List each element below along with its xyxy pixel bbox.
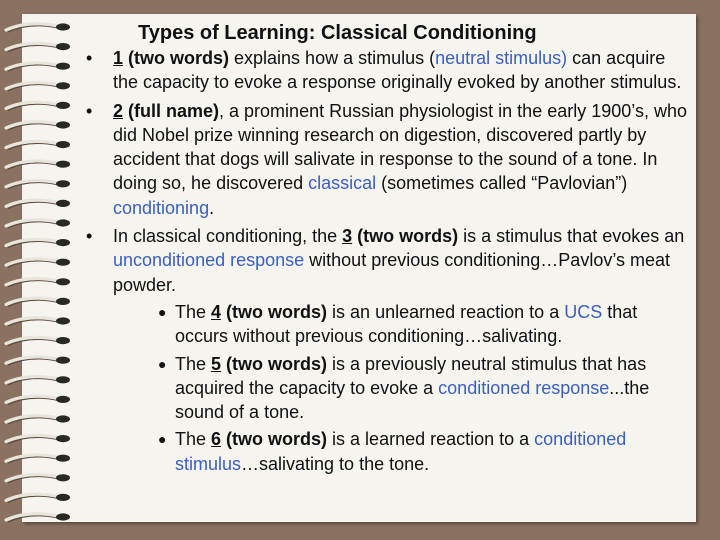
bullet-text: . <box>209 197 215 218</box>
blank-4: 4 (two words) <box>211 301 328 322</box>
spiral-coil-icon <box>6 102 70 111</box>
bullet-item-3 <box>80 224 690 297</box>
blank-6: 6 (two words) <box>211 429 328 450</box>
sub-bullet-dot-icon: ● <box>158 355 167 372</box>
slide-body <box>80 46 690 476</box>
key-term: neutral stimulus) <box>435 48 568 68</box>
key-term: UCS <box>564 301 603 322</box>
bullet-text: The <box>175 429 212 450</box>
bullet-text: that occurs without previous conditioning…salivating. <box>175 301 638 347</box>
spiral-coil-icon <box>6 435 70 444</box>
bullet-text: is a stimulus that evokes an <box>458 226 685 247</box>
bullet-item-2 <box>80 99 690 220</box>
bullet-dot-icon: • <box>86 48 93 68</box>
key-term: conditioned response <box>438 377 610 398</box>
bullet-text: is a previously neutral stimulus that has acquired the capacity to evoke a <box>175 353 647 398</box>
key-term: conditioned stimulus <box>175 429 627 474</box>
blank-1: 1 (two words) <box>113 48 230 68</box>
key-term: conditioning <box>113 197 210 218</box>
spiral-coil-icon <box>6 239 70 248</box>
bullet-text: is an unlearned reaction to a <box>327 301 565 322</box>
sub-bullet-item-6 <box>80 427 690 476</box>
spiral-coil-icon <box>6 259 70 268</box>
bullet-text: without previous conditioning…Pavlov’s meat powder. <box>113 250 671 295</box>
spiral-coil-icon <box>6 82 70 91</box>
blank-3: 3 (two words) <box>342 226 459 247</box>
spiral-coil-icon <box>6 474 70 483</box>
blank-5: 5 (two words) <box>211 353 328 374</box>
bullet-dot-icon: • <box>86 100 93 121</box>
spiral-coil-icon <box>6 494 70 503</box>
spiral-coil-icon <box>6 141 70 150</box>
bullet-text: ...the sound of a tone. <box>175 377 650 423</box>
spiral-coil-icon <box>6 278 70 287</box>
bullet-text: In classical conditioning, the <box>113 226 343 247</box>
sub-bullet-item-5 <box>80 352 690 425</box>
spiral-coil-icon <box>6 513 70 522</box>
spiral-coil-icon <box>6 396 70 405</box>
spiral-coil-icon <box>6 298 70 307</box>
bullet-text: …salivating to the tone. <box>241 453 430 474</box>
key-term: unconditioned response <box>113 250 305 271</box>
bullet-dot-icon: • <box>86 226 93 247</box>
spiral-coil-icon <box>6 219 70 228</box>
spiral-binding-icon <box>0 14 80 524</box>
slide-title: Types of Learning: Classical Conditioning <box>138 22 537 44</box>
spiral-coil-icon <box>6 317 70 326</box>
spiral-coil-icon <box>6 121 70 130</box>
spiral-coil-icon <box>6 23 70 32</box>
bullet-text: The <box>175 353 212 374</box>
bullet-text: explains how a stimulus ( <box>229 48 436 68</box>
spiral-coil-icon <box>6 415 70 424</box>
bullet-text: The <box>175 301 212 322</box>
key-term: classical <box>308 173 377 194</box>
bullet-text: , a prominent Russian physiologist in the early 1900’s, who did Nobel prize winning research on digestion, discovered partly by accident that dogs will salivate in response to the sound of a tone. In doing so, he discovered <box>113 100 687 194</box>
spiral-coil-icon <box>6 455 70 464</box>
bullet-text: (sometimes called “Pavlovian”) <box>376 173 628 194</box>
spiral-coil-icon <box>6 63 70 72</box>
bullet-item-1 <box>80 46 690 95</box>
bullet-text: can acquire the capacity to evoke a response originally evoked by another stimulus. <box>113 48 682 93</box>
sub-bullet-dot-icon: ● <box>158 303 167 320</box>
spiral-coil-icon <box>6 180 70 189</box>
spiral-coil-icon <box>6 376 70 385</box>
spiral-coil-icon <box>6 357 70 366</box>
spiral-coil-icon <box>6 161 70 170</box>
blank-2: 2 (full name) <box>113 100 220 121</box>
spiral-coil-icon <box>6 43 70 52</box>
sub-bullet-item-4 <box>80 300 690 349</box>
spiral-coil-icon <box>6 337 70 346</box>
sub-bullet-dot-icon: ● <box>158 431 167 448</box>
bullet-text: is a learned reaction to a <box>327 429 535 450</box>
spiral-coil-icon <box>6 200 70 209</box>
